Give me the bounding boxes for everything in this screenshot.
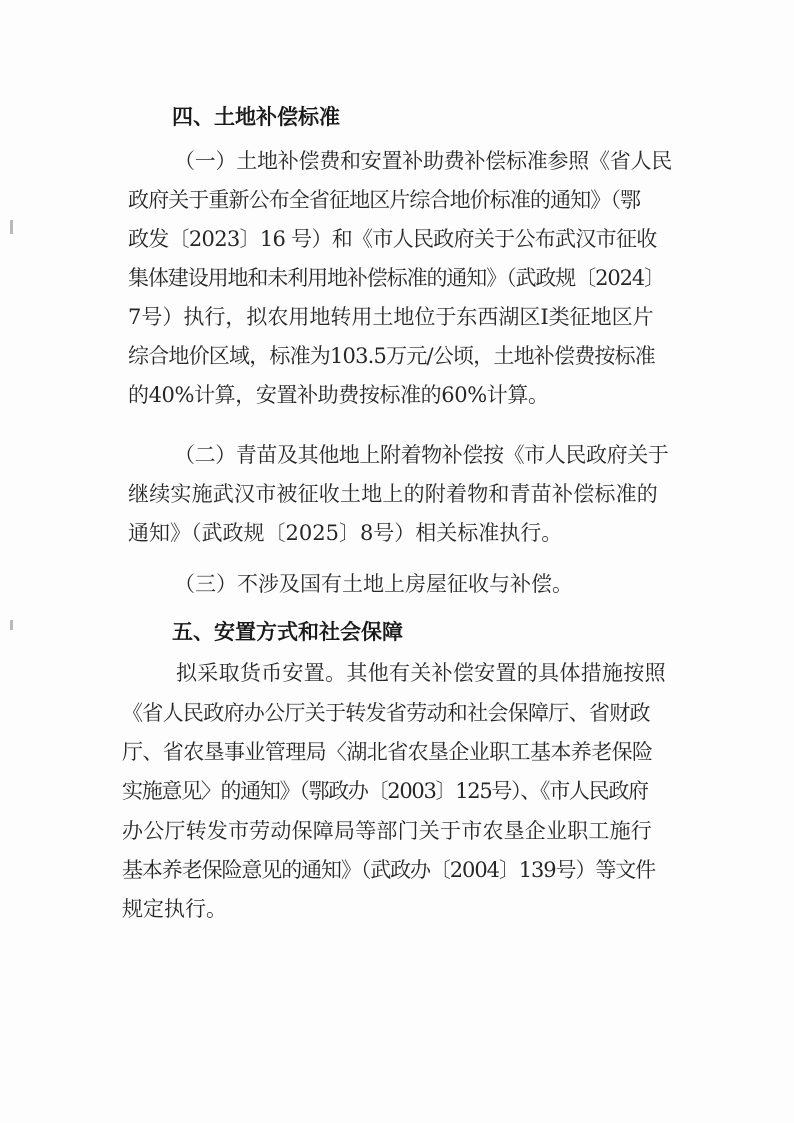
paragraph-line: 的40%计算，安置补助费按标准的60%计算。 bbox=[128, 383, 549, 407]
paragraph-line: 拟采取货币安置。其他有关补偿安置的具体措施按照 bbox=[176, 661, 666, 685]
paragraph-line: 通知》（武政规〔2025〕8号）相关标准执行。 bbox=[128, 521, 563, 545]
paragraph-line: 政府关于重新公布全省征地区片综合地价标准的通知》（鄂 bbox=[128, 188, 641, 212]
paragraph-line: 集体建设用地和未利用地补偿标准的通知》（武政规〔2024〕 bbox=[128, 266, 665, 290]
paragraph-line: 实施意见〉的通知》（鄂政办〔2003〕125号）、《市人民政府 bbox=[122, 779, 648, 803]
paragraph-line: 厅、省农垦事业管理局〈湖北省农垦企业职工基本养老保险 bbox=[122, 740, 653, 764]
paragraph-line: 《省人民政府办公厅关于转发省劳动和社会保障厅、省财政 bbox=[122, 701, 650, 725]
scan-edge-mark bbox=[10, 220, 13, 234]
paragraph-line: 办公厅转发市劳动保障局等部门关于市农垦企业职工施行 bbox=[122, 819, 652, 843]
paragraph-line: 规定执行。 bbox=[122, 897, 227, 921]
paragraph-line: 综合地价区域，标准为103.5万元/公顷，土地补偿费按标准 bbox=[128, 344, 655, 368]
paragraph-line: 7号）执行，拟农用地转用土地位于东西湖区Ⅰ类征地区片 bbox=[128, 305, 654, 329]
section-heading-resettlement: 五、安置方式和社会保障 bbox=[172, 620, 403, 644]
paragraph-line: （一）土地补偿费和安置补助费补偿标准参照《省人民 bbox=[174, 149, 672, 173]
scan-edge-mark bbox=[10, 620, 13, 630]
paragraph-line: 基本养老保险意见的通知》（武政办〔2004〕139号）等文件 bbox=[122, 858, 656, 882]
paragraph-line: （二）青苗及其他地上附着物补偿按《市人民政府关于 bbox=[174, 443, 669, 467]
section-heading-land-compensation: 四、土地补偿标准 bbox=[172, 105, 340, 129]
paragraph-line: 继续实施武汉市被征收土地上的附着物和青苗补偿标准的 bbox=[128, 482, 658, 506]
paragraph-line: 政发〔2023〕16 号）和《市人民政府关于公布武汉市征收 bbox=[128, 227, 657, 251]
paragraph-line: （三）不涉及国有土地上房屋征收与补偿。 bbox=[174, 572, 573, 596]
